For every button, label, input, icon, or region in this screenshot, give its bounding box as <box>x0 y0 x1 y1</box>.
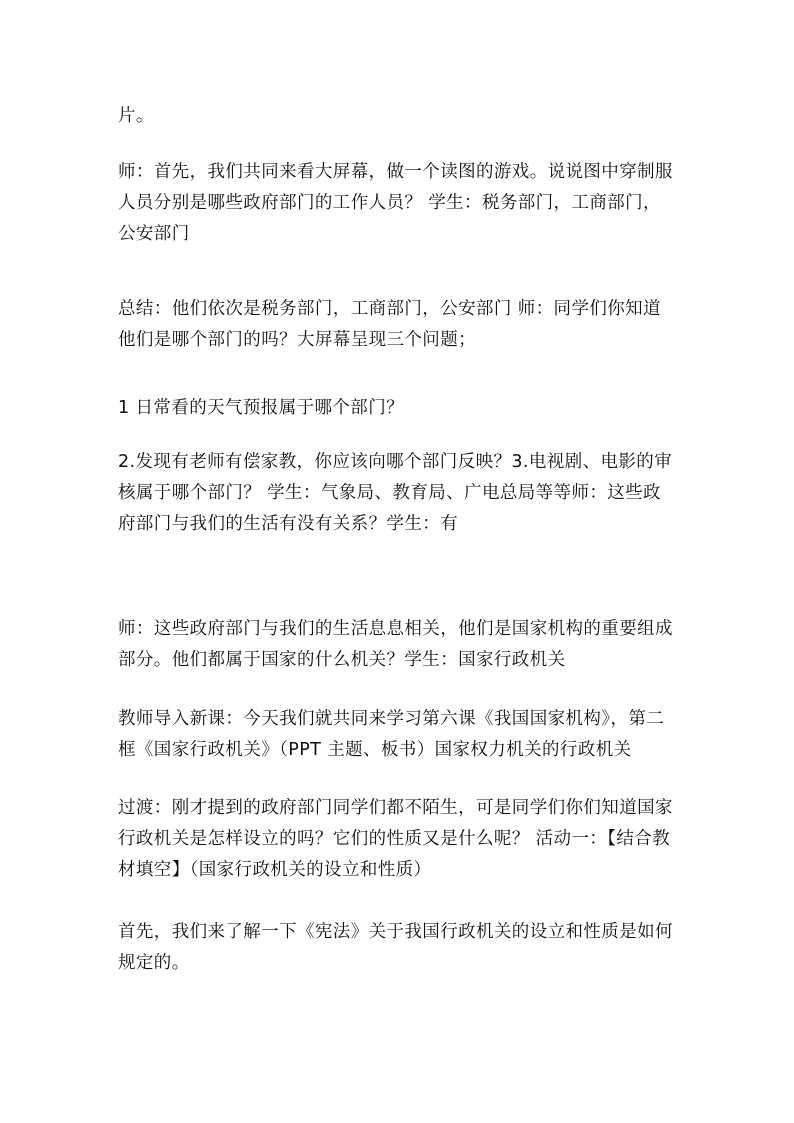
paragraph-7: 教师导入新课：今天我们就共同来学习第六课《我国国家机构》，第二框《国家行政机关》（PPT 主题、板书）国家权力机关的行政机关 <box>118 709 665 760</box>
paragraph-4: 1 日常看的天气预报属于哪个部门？ <box>118 398 404 418</box>
paragraph-6: 师：这些政府部门与我们的生活息息相关，他们是国家机构的重要组成部分。他们都属于国家的什么机关？学生：国家行政机关 <box>118 619 673 670</box>
paragraph-3: 总结：他们依次是税务部门，工商部门，公安部门 师：同学们你知道他们是哪个部门的吗？大屏幕呈现三个问题； <box>118 299 661 350</box>
paragraph-2: 师：首先，我们共同来看大屏幕，做一个读图的游戏。说说图中穿制服人员分别是哪些政府部门的工作人员？ 学生：税务部门，工商部门，公安部门 <box>118 162 673 244</box>
paragraph-9: 首先，我们来了解一下《宪法》关于我国行政机关的设立和性质是如何规定的。 <box>118 922 673 973</box>
paragraph-8: 过渡：刚才提到的政府部门同学们都不陌生，可是同学们你们知道国家行政机关是怎样设立的吗？它们的性质又是什么呢？ 活动一：【结合教材填空】（国家行政机关的设立和性质） <box>118 798 673 880</box>
paragraph-1: 片。 <box>118 106 154 126</box>
paragraph-5: 2.发现有老师有偿家教，你应该向哪个部门反映？3.电视剧、电影的审核属于哪个部门？ 学生：气象局、教育局、广电总局等等师：这些政府部门与我们的生活有没有关系？学生：有 <box>118 452 673 534</box>
